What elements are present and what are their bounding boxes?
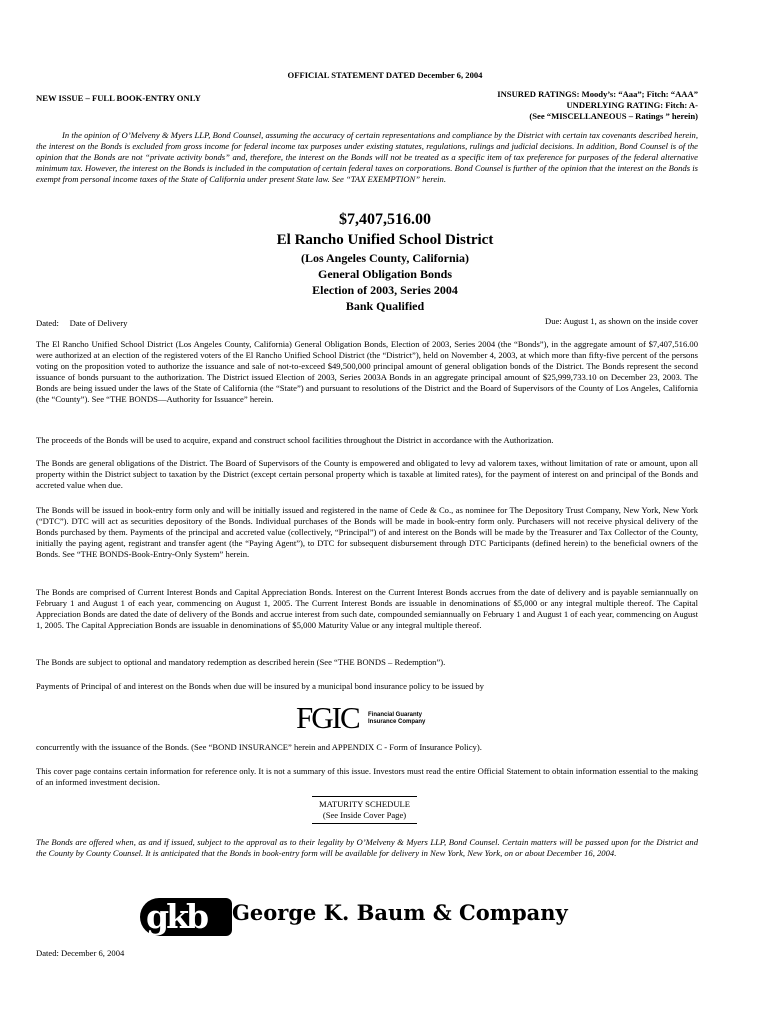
paragraph-bond-terms: The Bonds are comprised of Current Interest Bonds and Capital Appreciation Bonds. Interest on the Current Interest Bonds accrues from the date of delivery and is payable semiannually on February 1 and August 1 of each year, commencing on August 1, 2005. The Current Interest Bonds are issuable in denominations of $5,000 or any integral multiple thereof. The Capital Appreciation Bonds are dated the date of delivery of the Bonds and accrue interest from such date, compounded semiannually on February 1 and August 1 of each year, commencing on August 1, 2005. The Capital Appreciation Bonds are issuable in denominations of $5,000 Maturity Value or any integral multiple thereof. [36,587,698,630]
paragraph-authorization: The El Rancho Unified School District (Los Angeles County, California) General Obligation Bonds, Election of 2003, Series 2004 (the “Bonds”), in the aggregate amount of $7,407,516.00 were authorized at an election of the registered voters of the El Rancho Unified School District (the “District”), held on November 4, 2003, at which more than fifty-five percent of the persons voting on the proposition voted to authorize the issuance and sale of not-to-exceed $49,500,000 principal amount of general obligation bonds of the District. The Bonds represent the second issuance of bonds pursuant to the authorization. The District issued Election of 2003, Series 2003A Bonds in an aggregate principal amount of $25,999,733.10 on December 23, 2003. The Bonds are being issued under the laws of the State of California (the “State”) and pursuant to resolutions of the District and the Board of Supervisors of the County of Los Angeles, California (the “County”). See “THE BONDS—Authority for Issuance” herein. [36,339,698,404]
paragraph-security: The Bonds are general obligations of the District. The Board of Supervisors of the County is empowered and obligated to levy ad valorem taxes, without limitation of rate or amount, upon all property within the District subject to taxation by the District (except certain personal property which is taxable at limited rates), for the payment of interest on and principal of the Bonds and accreted value when due. [36,458,698,490]
fgic-logo-letters: FGIC [296,700,359,735]
new-issue-label: NEW ISSUE – FULL BOOK-ENTRY ONLY [36,93,201,103]
bond-type: General Obligation Bonds [317,267,453,281]
gkb-badge-letters: gkb [146,897,207,936]
bank-qualified: Bank Qualified [345,299,425,313]
paragraph-reference-notice: This cover page contains certain information for reference only. It is not a summary of this issue. Investors must read the entire Official Statement to obtain information essential to the making of an informed investment decision. [36,766,698,787]
bond-series: Election of 2003, Series 2004 [312,283,458,297]
underlying-rating: UNDERLYING RATING: Fitch: A- [566,100,698,110]
fgic-caption-line1: Financial Guaranty [368,712,423,718]
paragraph-proceeds: The proceeds of the Bonds will be used to acquire, expand and construct school facilities throughout the District in accordance with the Authorization. [36,435,554,445]
footer-dated: Dated: December 6, 2004 [36,948,125,958]
paragraph-insurance-concurrent: concurrently with the issuance of the Bonds. (See “BOND INSURANCE” herein and APPENDIX C - Form of Insurance Policy). [36,742,482,752]
fgic-caption-line2: Insurance Company [368,719,426,725]
ratings-reference: (See “MISCELLANEOUS – Ratings ” herein) [529,111,698,121]
insured-ratings: INSURED RATINGS: Moody’s: “Aaa”; Fitch: “AAA” [497,89,698,99]
maturity-schedule-title: MATURITY SCHEDULE [318,799,411,809]
bond-counsel-opinion: In the opinion of O’Melveny & Myers LLP, Bond Counsel, assuming the accuracy of certain representations and compliance by the District with certain tax covenants described herein, the interest on the Bonds is excluded from gross income for federal income tax purposes under existing statutes, regulations, rulings and judicial decisions. In addition, Bond Counsel is of the opinion that the Bonds are not “private activity bonds” and, therefore, the interest on the Bonds will not be treated as a specific item of tax preference for purposes of the federal alternative minimum tax. However, the interest on the Bonds is included in the computation of certain federal taxes on corporations. Bond Counsel is further of the opinion that the interest on the Bonds is exempt from personal income taxes of the State of California under present State law. See “TAX EXEMPTION” herein. [36,130,698,184]
maturity-schedule-subtitle: (See Inside Cover Page) [322,810,407,820]
maturity-schedule-box [312,796,417,824]
gkb-badge-icon [140,898,232,936]
offering-statement: The Bonds are offered when, as and if issued, subject to the approval as to their legality by O’Melveny & Myers LLP, Bond Counsel. Certain matters will be passed upon for the District and the County by County Counsel. It is anticipated that the Bonds in book-entry form will be available for delivery in New York, New York, on or about December 16, 2004. [36,837,698,858]
paragraph-book-entry: The Bonds will be issued in book-entry form only and will be initially issued and registered in the name of Cede & Co., as nominee for The Depository Trust Company, New York, New York (“DTC”). DTC will act as securities depository of the Bonds. Individual purchases of the Bonds will be made in book-entry form only. Purchasers will not receive physical delivery of the Bonds purchased by them. Payments of the principal and accreted value (collectively, “Principal”) of and interest on the Bonds will be made by the Treasurer and Tax Collector of the County, initially the paying agent, registrant and transfer agent (the “Paying Agent”), to DTC for subsequent disbursement through DTC Participants (defined herein) to the beneficial owners of the Bonds. See “THE BONDS-Book-Entry-Only System” herein. [36,505,698,559]
ratings-block [497,89,698,122]
fgic-logo-caption [368,712,425,726]
underwriter-logo [140,888,600,948]
paragraph-redemption: The Bonds are subject to optional and mandatory redemption as described herein (See “THE BONDS – Redemption”). [36,657,446,667]
issuer-county: (Los Angeles County, California) [300,251,469,265]
statement-date-title: OFFICIAL STATEMENT DATED December 6, 2004 [287,70,483,80]
underwriter-name: George K. Baum & Company [232,900,568,925]
dated-date: Dated: Date of Delivery [36,318,128,328]
issuer-name: El Rancho Unified School District [276,232,494,248]
due-date: Due: August 1, as shown on the inside cover [545,316,698,326]
paragraph-insurance: Payments of Principal of and interest on the Bonds when due will be insured by a municipal bond insurance policy to be issued by [36,681,484,691]
bond-amount: $7,407,516.00 [339,211,431,228]
